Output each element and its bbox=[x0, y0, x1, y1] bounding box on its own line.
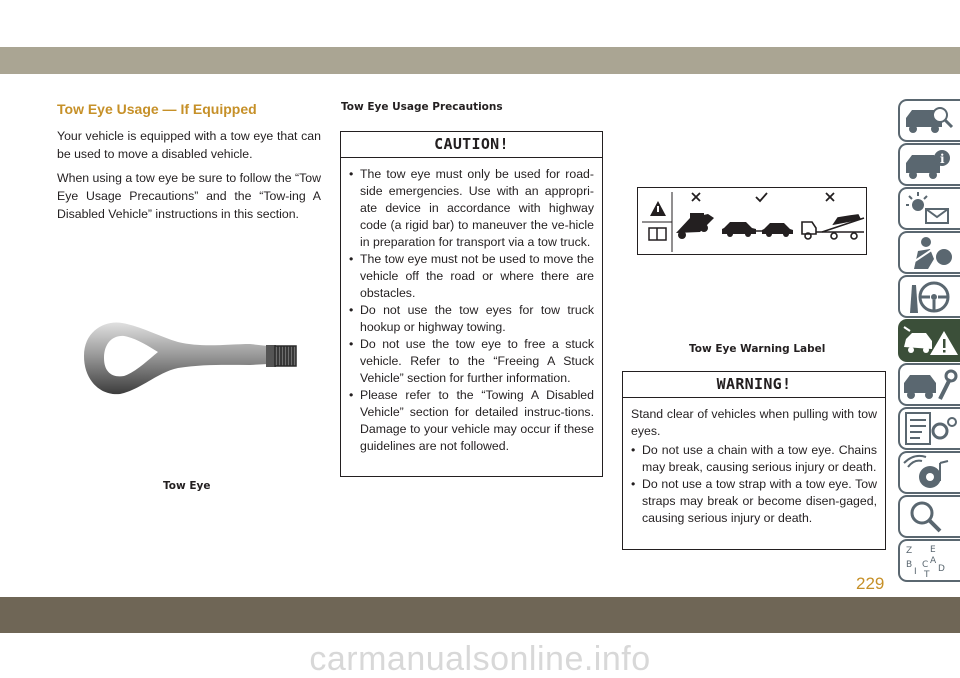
index-letter: C bbox=[922, 560, 929, 570]
caution-item: • Do not use the tow eye to free a stuck vehicle. Refer to the “Freeing A Stuck Vehicle” section for further information. bbox=[349, 336, 594, 387]
caution-item: • Do not use the tow eyes for tow truck hookup or highway towing. bbox=[349, 302, 594, 336]
index-letter: E bbox=[930, 545, 936, 555]
tab-servicing-maintenance[interactable] bbox=[898, 363, 960, 406]
caution-title: CAUTION! bbox=[341, 132, 602, 158]
index-letter: D bbox=[938, 564, 945, 574]
magnifier-icon bbox=[900, 497, 960, 536]
checklist-gear-icon bbox=[900, 409, 960, 448]
caution-item: • Please refer to the “Towing A Disabled Vehicle” section for detailed instruc-tions. Damage to your vehicle may occur if these guidelines are not followed. bbox=[349, 387, 594, 455]
tab-instrument-panel[interactable] bbox=[898, 187, 960, 230]
tow-eye-warning-label bbox=[637, 187, 867, 255]
car-search-icon bbox=[900, 101, 960, 140]
caution-box bbox=[340, 131, 603, 477]
tab-index[interactable] bbox=[898, 539, 960, 582]
car-wrench-icon bbox=[900, 365, 960, 404]
page-number: 229 bbox=[856, 574, 885, 593]
precautions-heading: Tow Eye Usage Precautions bbox=[341, 101, 503, 113]
car-info-icon bbox=[900, 145, 960, 184]
tab-getting-to-know-vehicle[interactable] bbox=[898, 99, 960, 142]
footer-band bbox=[0, 597, 960, 633]
warning-item: • Do not use a tow strap with a tow eye. Tow straps may break or become disen-gaged, causing serious injury or death. bbox=[631, 476, 877, 527]
index-letter: A bbox=[930, 556, 937, 566]
instruction-paragraph: When using a tow eye be sure to follow the “Tow Eye Usage Precautions” and the “Tow-ing A Disabled Vehicle” instructions in this section. bbox=[57, 171, 321, 221]
tab-in-case-of-emergency[interactable] bbox=[898, 319, 960, 362]
caution-item: • The tow eye must not be used to move the vehicle off the road or where there are obstacles. bbox=[349, 251, 594, 302]
index-letter: T bbox=[924, 570, 930, 580]
index-letter: Z bbox=[906, 546, 913, 556]
flatbed-tow-truck-icon bbox=[802, 215, 864, 239]
tab-starting-operating[interactable] bbox=[898, 275, 960, 318]
tab-technical-specifications[interactable] bbox=[898, 407, 960, 450]
warning-label-caption: Tow Eye Warning Label bbox=[689, 343, 826, 355]
tab-safety[interactable] bbox=[898, 231, 960, 274]
manual-book-icon bbox=[649, 228, 666, 240]
tab-search[interactable] bbox=[898, 495, 960, 538]
watermark-text: carmanualsonline.info bbox=[0, 640, 960, 678]
tab-getting-started[interactable] bbox=[898, 143, 960, 186]
warning-triangle-icon bbox=[650, 201, 666, 216]
index-letters-icon bbox=[900, 541, 960, 580]
warning-title: WARNING! bbox=[623, 372, 885, 398]
intro-paragraph: Your vehicle is equipped with a tow eye that can be used to move a disabled vehicle. bbox=[57, 129, 321, 161]
header-band bbox=[0, 47, 960, 74]
check-mark-icon bbox=[756, 193, 767, 201]
steering-wheel-icon bbox=[900, 277, 960, 316]
seatbelt-airbag-icon bbox=[900, 233, 960, 272]
index-letter: B bbox=[906, 560, 913, 570]
car-towing-car-icon bbox=[722, 222, 793, 237]
tab-multimedia[interactable] bbox=[898, 451, 960, 494]
warning-box bbox=[622, 371, 886, 550]
index-letter: I bbox=[914, 567, 917, 577]
car-warning-triangle-icon bbox=[900, 321, 960, 360]
multimedia-icon bbox=[900, 453, 960, 492]
tow-truck-lifting-icon bbox=[676, 213, 714, 239]
warning-item: • Do not use a chain with a tow eye. Chains may break, causing serious injury or death. bbox=[631, 442, 877, 476]
tow-eye-caption: Tow Eye bbox=[163, 480, 211, 492]
section-title: Tow Eye Usage — If Equipped bbox=[57, 101, 257, 117]
svg-text:i: i bbox=[940, 152, 945, 166]
warning-lights-message-icon bbox=[900, 189, 960, 228]
tow-eye-image bbox=[78, 318, 300, 398]
warning-intro: Stand clear of vehicles when pulling with tow eyes. bbox=[631, 407, 877, 438]
caution-item: • The tow eye must only be used for road-side emergencies. Use with an appropri-ate device in accordance with highway code (a rigid bar) to maneuver the ve-hicle in preparation for transport via a tow truck. bbox=[349, 166, 594, 251]
